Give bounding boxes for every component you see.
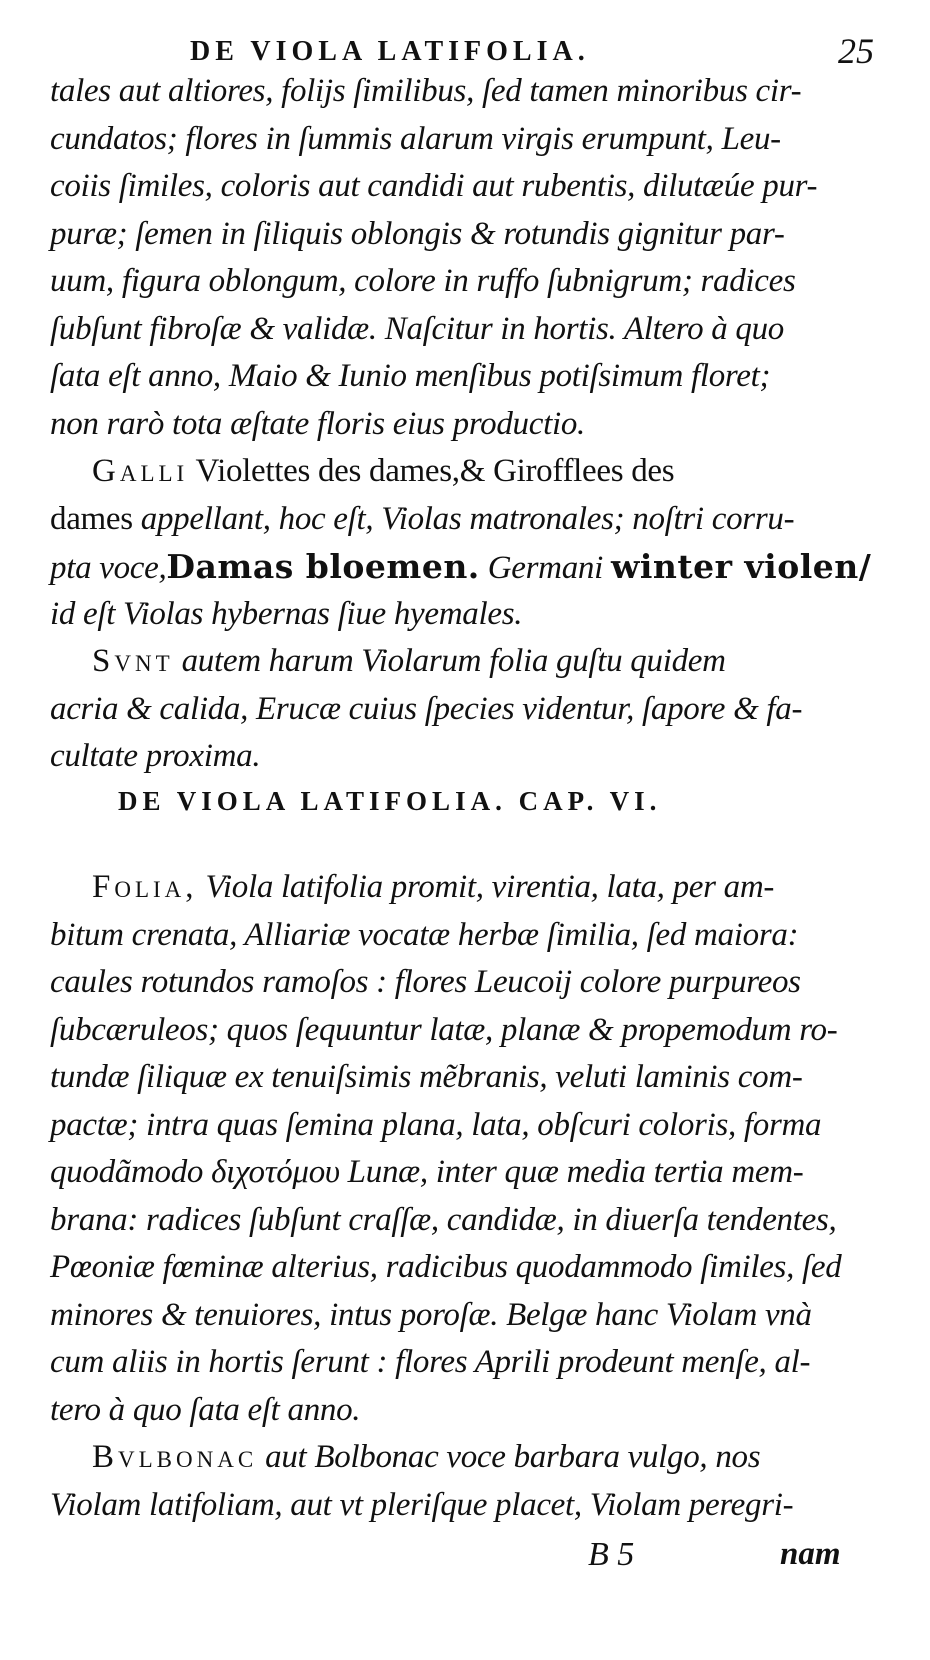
text-line: ſata eſt anno, Maio & Iunio menſibus potiſsimum floret; [50,358,771,394]
sunt-paragraph-line: cultate proxima. [50,738,261,774]
paragraph-lead-word: Bvlbonac [92,1439,258,1475]
folia-paragraph-line: brana: radices ſubſunt craſſæ, candidæ, in diuerſa tendentes, [50,1201,837,1238]
sunt-paragraph-line [50,638,875,686]
sunt-paragraph-line: acria & calida, Erucæ cuius ſpecies videntur, ſapore & fa- [50,690,803,727]
folia-paragraph-line: Pœoniæ fœminæ alterius, radicibus quodammodo ſimiles, ſed [50,1249,842,1285]
folia-paragraph-line: quodãmodo διχοτόμου Lunæ, inter quæ media tertia mem- [50,1154,804,1190]
running-title: DE VIOLA LATIFOLIA. [190,36,590,67]
text-segment: Violettes des dames,& Girofflees des [188,453,675,489]
galli-paragraph-line [50,543,875,591]
text-block-upper [50,68,875,781]
bulbonac-paragraph-line: Violam latifoliam, aut vt pleriſque placet, Violam peregri- [50,1486,794,1523]
signature-mark: B 5 [588,1536,635,1573]
text-line: puræ; ſemen in ſiliquis oblongis & rotundis gignitur par- [50,215,785,252]
paragraph-lead-word: Folia, [92,869,198,905]
galli-paragraph-line [50,448,875,496]
text-line: tales aut altiores, folijs ſimilibus, ſed tamen minoribus cir- [50,73,802,109]
text-block-lower [50,864,875,1529]
galli-paragraph-line [50,496,875,544]
page-number: 25 [838,31,874,71]
folia-paragraph-line: pactæ; intra quas ſemina plana, lata, obſcuri coloris, forma [50,1106,822,1143]
blackletter-segment: winter violen/ [610,547,872,586]
text-segment: Viola latifolia promit, virentia, lata, per am- [197,869,775,905]
text-segment: pta voce, [50,550,167,586]
text-segment: appellant, hoc eſt, Violas matronales; noſtri corru- [132,500,795,537]
text-segment: autem harum Violarum folia guſtu quidem [173,643,726,679]
folia-paragraph-line: minores & tenuiores, intus poroſæ. Belgæ hanc Violam vnà [50,1296,812,1333]
galli-paragraph-line: id eſt Violas hybernas ſiue hyemales. [50,595,523,632]
folia-paragraph-line: cum aliis in hortis ſerunt : flores Aprili prodeunt menſe, al- [50,1344,811,1380]
text-line: coiis ſimiles, coloris aut candidi aut rubentis, dilutæúe pur- [50,168,818,204]
folia-paragraph-line: tero à quo ſata eſt anno. [50,1391,361,1428]
catchword: nam [780,1536,841,1572]
chapter-heading: DE VIOLA LATIFOLIA. CAP. VI. [118,786,662,816]
folia-paragraph-line: caules rotundos ramoſos : flores Leucoij colore purpureos [50,964,801,1000]
folia-paragraph-line: ſubcæruleos; quos ſequuntur latæ, planæ & propemodum ro- [50,1011,838,1048]
paragraph-lead-word: Galli [92,453,189,489]
text-line: uum, figura oblongum, colore in ruffo ſubnigrum; radices [50,263,796,299]
blackletter-segment: Damas bloemen. [166,547,480,586]
folia-paragraph-line: tundæ ſiliquæ ex tenuiſsimis mẽbranis, veluti laminis com- [50,1059,803,1095]
text-segment: dames [50,500,133,537]
text-segment: Germani [479,550,611,586]
text-segment: aut Bolbonac voce barbara vulgo, nos [257,1439,761,1475]
folia-paragraph-line [50,864,875,912]
folia-paragraph-line: bitum crenata, Alliariæ vocatæ herbæ ſimilia, ſed maiora: [50,916,799,953]
text-line: non rarò tota æſtate floris eius productio. [50,405,585,442]
paragraph-lead-word: Svnt [92,643,174,679]
bulbonac-paragraph-line [50,1434,875,1482]
text-line: ſubſunt fibroſæ & validæ. Naſcitur in hortis. Altero à quo [50,310,785,347]
text-line: cundatos; flores in ſummis alarum virgis erumpunt, Leu- [50,120,781,157]
